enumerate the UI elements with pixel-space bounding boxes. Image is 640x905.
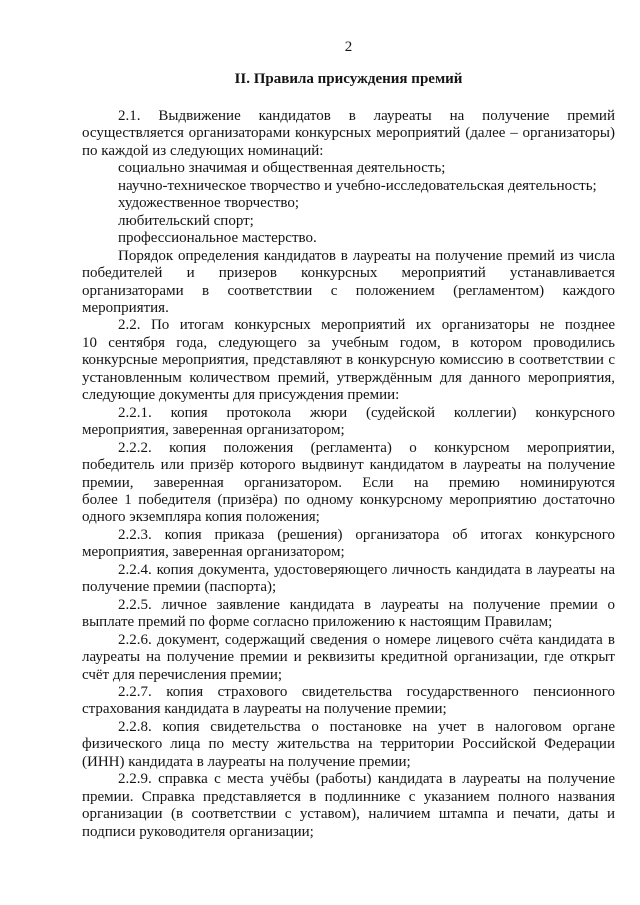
item-2-2-7: [82, 684, 615, 719]
text-line: следующие документы для присуждения премии:: [82, 387, 400, 404]
text-line: 2.2.3. копия приказа (решения) организатора об итогах конкурсного: [118, 526, 615, 543]
body-text: [82, 108, 615, 841]
text-line: премии, заверенная организатором. Если на премию номинируются: [82, 474, 615, 491]
text-line: подписи руководителя организации;: [82, 823, 314, 840]
item-2-2-2: [82, 440, 615, 527]
text-line: (ИНН) кандидата в лауреаты на получение премии;: [82, 753, 411, 770]
text-line: 2.2.8. копия свидетельства о постановке на учет в налоговом органе: [118, 718, 615, 735]
text-line: получение премии (паспорта);: [82, 579, 277, 596]
item-2-2-5: [82, 597, 615, 632]
text-line: по каждой из следующих номинаций:: [82, 142, 324, 159]
paragraph-2-2: [82, 317, 615, 404]
paragraph-2-1: [82, 108, 615, 160]
text-line: установленным количеством премий, утверждённым для данного мероприятия,: [82, 369, 615, 386]
text-line: любительский спорт;: [118, 212, 254, 229]
text-line: 2.2.2. копия положения (регламента) о конкурсном мероприятии,: [118, 439, 615, 456]
nomination-item: [82, 178, 615, 195]
item-2-2-4: [82, 562, 615, 597]
text-line: социально значимая и общественная деятельность;: [118, 160, 446, 177]
text-line: мероприятия.: [82, 299, 169, 316]
text-line: 2.2.1. копия протокола жюри (судейской коллегии) конкурсного: [118, 404, 615, 421]
item-2-2-1: [82, 405, 615, 440]
nomination-item: [82, 230, 615, 247]
text-line: осуществляется организаторами конкурсных мероприятий (далее – организаторы): [82, 125, 615, 142]
text-line: организаторами в соответствии с положением (регламентом) каждого: [82, 282, 615, 299]
page-number: 2: [344, 39, 353, 55]
text-line: мероприятия, заверенная организатором;: [82, 544, 345, 561]
text-line: научно-техническое творчество и учебно-исследовательская деятельность;: [118, 177, 597, 194]
item-2-2-3: [82, 527, 615, 562]
text-line: 2.1. Выдвижение кандидатов в лауреаты на получение премий: [118, 108, 615, 124]
text-line: организации (в соответствии с уставом), наличием штампа и печати, даты и: [82, 806, 615, 823]
text-line: лауреаты на получение премии и реквизиты кредитной организации, где открыт: [82, 649, 615, 666]
text-line: страхования кандидата в лауреаты на получение премии;: [82, 701, 447, 718]
paragraph-procedure: [82, 248, 615, 318]
text-line: профессиональное мастерство.: [118, 230, 317, 247]
text-line: одного экземпляра копия положения;: [82, 509, 320, 526]
text-line: конкурсные мероприятия, представляют в конкурсную комиссию в соответствии с: [82, 352, 615, 369]
text-line: Порядок определения кандидатов в лауреаты на получение премий из числа: [118, 247, 615, 264]
section-heading: II. Правила присуждения премий: [234, 71, 463, 87]
nomination-item: [82, 160, 615, 177]
nomination-item: [82, 195, 615, 212]
text-line: физического лица по месту жительства на территории Российской Федерации: [82, 736, 615, 753]
text-line: выплате премий по форме согласно приложению к настоящим Правилам;: [82, 614, 553, 631]
text-line: 2.2.7. копия страхового свидетельства государственного пенсионного: [118, 683, 615, 700]
text-line: 10 сентября года, следующего за учебным годом, в котором проводились: [82, 334, 615, 351]
text-line: премии. Справка представляется в подлиннике с указанием полного названия: [82, 788, 615, 805]
nomination-item: [82, 213, 615, 230]
text-line: победитель или призёр которого выдвинут кандидатом в лауреаты на получение: [82, 457, 615, 474]
item-2-2-8: [82, 719, 615, 771]
text-line: художественное творчество;: [118, 195, 300, 212]
text-line: 2.2.6. документ, содержащий сведения о номере лицевого счёта кандидата в: [118, 631, 615, 648]
text-line: более 1 победителя (призёра) по одному конкурсному мероприятию достаточно: [82, 491, 615, 508]
text-line: 2.2.5. личное заявление кандидата в лауреаты на получение премии о: [118, 596, 615, 613]
text-line: 2.2. По итогам конкурсных мероприятий их организаторы не позднее: [118, 317, 615, 334]
text-line: 2.2.4. копия документа, удостоверяющего личность кандидата в лауреаты на: [118, 561, 615, 578]
text-line: мероприятия, заверенная организатором;: [82, 422, 345, 439]
text-line: победителей и призеров конкурсных мероприятий устанавливается: [82, 265, 615, 282]
item-2-2-9: [82, 771, 615, 841]
text-line: счёт для перечисления премии;: [82, 666, 283, 683]
item-2-2-6: [82, 632, 615, 684]
text-line: 2.2.9. справка с места учёбы (работы) кандидата в лауреаты на получение: [118, 771, 615, 788]
